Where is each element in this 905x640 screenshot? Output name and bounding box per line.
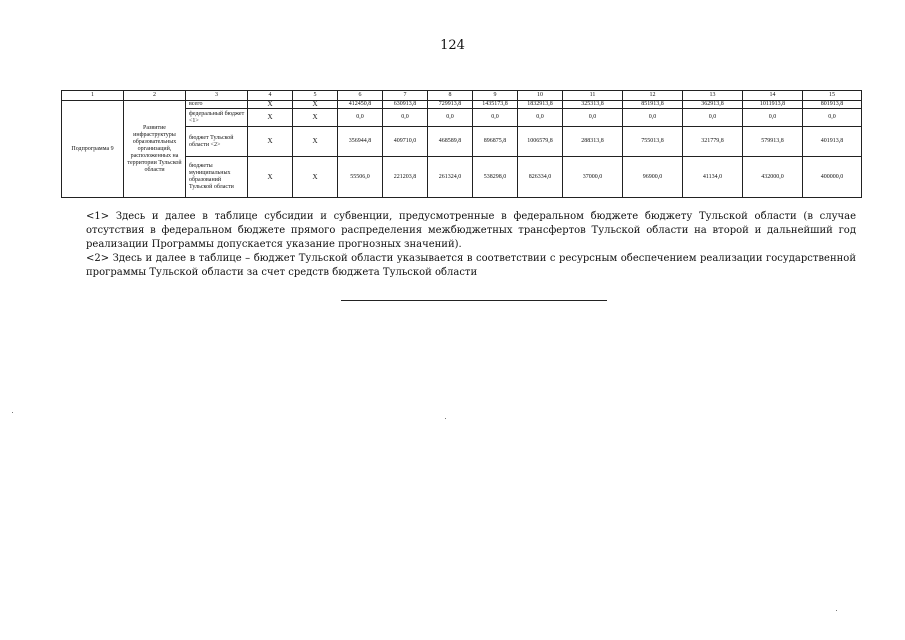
page-number: 124 <box>440 38 465 53</box>
column-header: 13 <box>683 91 743 101</box>
value-cell: 538298,0 <box>473 157 518 198</box>
value-cell: 0,0 <box>518 109 563 127</box>
scan-speck <box>836 610 837 611</box>
column-header: 14 <box>743 91 803 101</box>
scan-speck <box>445 418 446 419</box>
value-cell: 851913,8 <box>623 101 683 109</box>
value-cell: 37000,0 <box>563 157 623 198</box>
value-cell: 579913,8 <box>743 127 803 157</box>
value-cell: 1011913,8 <box>743 101 803 109</box>
footnotes <box>86 210 856 280</box>
column-header: 6 <box>338 91 383 101</box>
value-cell: 1435173,8 <box>473 101 518 109</box>
value-cell: 412450,8 <box>338 101 383 109</box>
value-cell: 0,0 <box>803 109 862 127</box>
value-cell: 630913,8 <box>383 101 428 109</box>
footnote-1: <1> Здесь и далее в таблице субсидии и субвенции, предусмотренные в федеральном бюджете бюджету Тульской области (в случае отсутствия в федеральном бюджете прямого распределения межбюджетных трансфертов Тульской области на второй и дальнейший год реализации Программы допускается указание прогнозных значений). <box>86 211 856 250</box>
column-header: 7 <box>383 91 428 101</box>
value-cell: 0,0 <box>338 109 383 127</box>
table-cell: Х <box>293 101 338 109</box>
value-cell: 729913,8 <box>428 101 473 109</box>
value-cell: 288313,8 <box>563 127 623 157</box>
value-cell: 0,0 <box>428 109 473 127</box>
value-cell: 362913,8 <box>683 101 743 109</box>
budget-table <box>61 90 862 198</box>
program-cell: Подпрограмма 9 <box>62 101 124 198</box>
funding-source-cell: бюджеты муниципальных образований Тульской области <box>186 157 248 198</box>
column-header: 12 <box>623 91 683 101</box>
value-cell: 401913,8 <box>803 127 862 157</box>
footnote-2: <2> Здесь и далее в таблице – бюджет Тульской области указывается в соответствии с ресурсным обеспечением реализации государственной программы Тульской области за счет средств бюджета Тульской области <box>86 253 856 278</box>
table-cell: Х <box>248 127 293 157</box>
value-cell: 755013,8 <box>623 127 683 157</box>
value-cell: 409710,0 <box>383 127 428 157</box>
value-cell: 826334,0 <box>518 157 563 198</box>
value-cell: 0,0 <box>473 109 518 127</box>
table-cell: Х <box>293 157 338 198</box>
column-header: 10 <box>518 91 563 101</box>
column-header: 2 <box>124 91 186 101</box>
value-cell: 0,0 <box>743 109 803 127</box>
value-cell: 1006579,8 <box>518 127 563 157</box>
table-cell: Х <box>293 127 338 157</box>
funding-source-cell: всего <box>186 101 248 109</box>
column-header: 8 <box>428 91 473 101</box>
value-cell: 432000,0 <box>743 157 803 198</box>
value-cell: 801913,8 <box>803 101 862 109</box>
scan-speck <box>12 412 13 413</box>
column-header: 15 <box>803 91 862 101</box>
value-cell: 1832913,8 <box>518 101 563 109</box>
value-cell: 325313,8 <box>563 101 623 109</box>
column-header: 11 <box>563 91 623 101</box>
value-cell: 41134,0 <box>683 157 743 198</box>
table-row <box>62 101 862 109</box>
value-cell: 261324,0 <box>428 157 473 198</box>
value-cell: 0,0 <box>383 109 428 127</box>
funding-source-cell: бюджет Тульской области <2> <box>186 127 248 157</box>
program-name-cell: Развитие инфраструктуры образовательных организаций, расположенных на территории Тульской области <box>124 101 186 198</box>
funding-source-cell: федеральный бюджет <1> <box>186 109 248 127</box>
table-cell: Х <box>248 101 293 109</box>
value-cell: 0,0 <box>683 109 743 127</box>
value-cell: 96900,0 <box>623 157 683 198</box>
value-cell: 400000,0 <box>803 157 862 198</box>
value-cell: 321779,8 <box>683 127 743 157</box>
column-header: 1 <box>62 91 124 101</box>
column-header: 9 <box>473 91 518 101</box>
value-cell: 468589,8 <box>428 127 473 157</box>
column-header: 4 <box>248 91 293 101</box>
value-cell: 896875,8 <box>473 127 518 157</box>
value-cell: 0,0 <box>563 109 623 127</box>
table-cell: Х <box>248 109 293 127</box>
table-cell: Х <box>248 157 293 198</box>
column-header: 5 <box>293 91 338 101</box>
value-cell: 221203,8 <box>383 157 428 198</box>
value-cell: 0,0 <box>623 109 683 127</box>
value-cell: 55506,0 <box>338 157 383 198</box>
column-header: 3 <box>186 91 248 101</box>
value-cell: 356944,8 <box>338 127 383 157</box>
separator-line <box>341 300 607 301</box>
table-cell: Х <box>293 109 338 127</box>
table-header-row <box>62 91 862 101</box>
